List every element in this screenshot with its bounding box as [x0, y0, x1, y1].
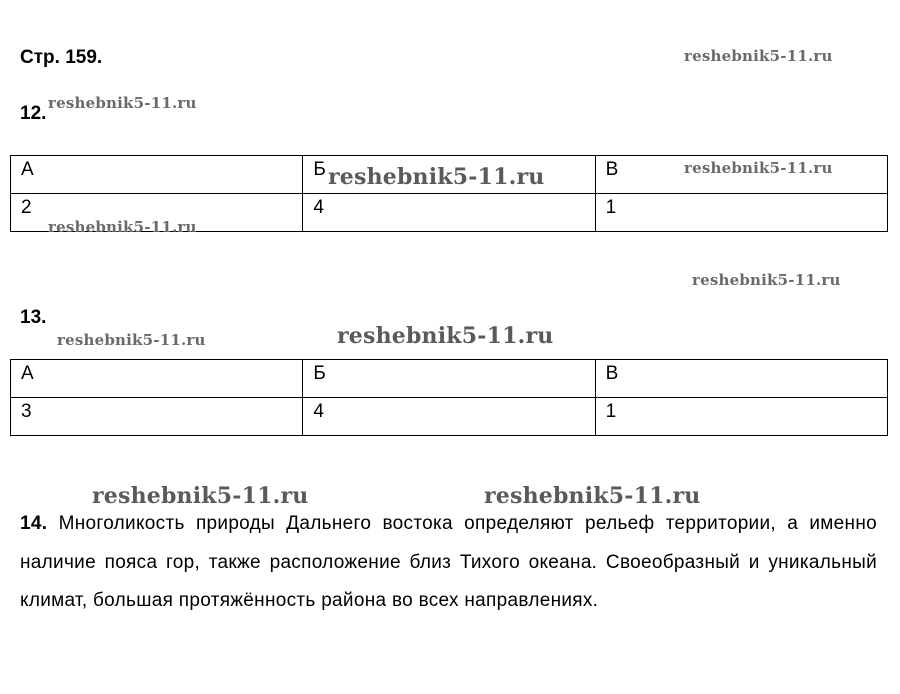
table-cell: 2	[11, 194, 303, 232]
watermark: reshebnik5-11.ru	[692, 271, 841, 289]
watermark: reshebnik5-11.ru	[328, 164, 545, 190]
table-header-cell: Б	[303, 156, 595, 194]
table-cell: 1	[595, 194, 887, 232]
watermark: reshebnik5-11.ru	[92, 483, 309, 509]
table-header-cell: Б	[303, 360, 595, 398]
watermark: reshebnik5-11.ru	[337, 323, 554, 349]
table-row	[11, 398, 888, 436]
task-13-table	[10, 359, 888, 436]
watermark: reshebnik5-11.ru	[48, 218, 197, 236]
task-14-number: 14.	[20, 513, 48, 534]
task-14-answer	[20, 505, 877, 621]
table-cell: 3	[11, 398, 303, 436]
watermark: reshebnik5-11.ru	[684, 159, 833, 177]
task-14-text: Многоликость природы Дальнего востока определяют рельеф территории, а именно наличие пояса гор, также расположение близ Тихого океана. Своеобразный и уникальный климат, большая протяжённость района во всех направлениях.	[20, 513, 877, 611]
watermark: reshebnik5-11.ru	[57, 331, 206, 349]
task-12-number: 12.	[20, 103, 47, 124]
table-cell: 4	[303, 194, 595, 232]
table-cell: 1	[595, 398, 887, 436]
watermark: reshebnik5-11.ru	[484, 483, 701, 509]
page-label: Стр. 159.	[20, 47, 103, 68]
task-13-number: 13.	[20, 307, 47, 328]
table-header-cell: А	[11, 156, 303, 194]
watermark: reshebnik5-11.ru	[48, 94, 197, 112]
table-row	[11, 360, 888, 398]
table-header-cell: В	[595, 360, 887, 398]
table-header-cell: В	[595, 156, 887, 194]
table-cell: 4	[303, 398, 595, 436]
watermark: reshebnik5-11.ru	[684, 47, 833, 65]
table-header-cell: А	[11, 360, 303, 398]
